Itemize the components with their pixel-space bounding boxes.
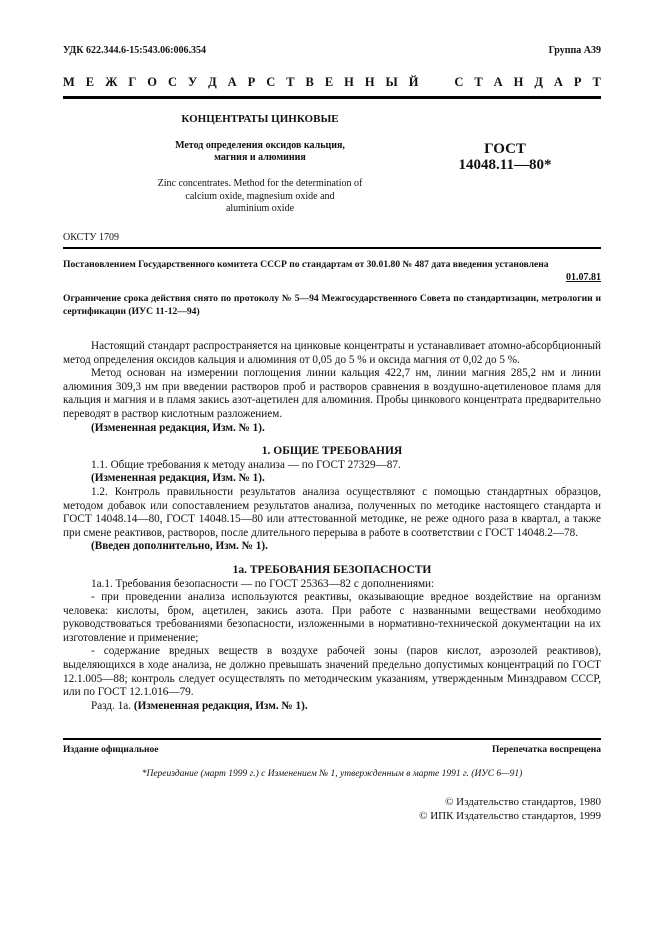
reissue-note: *Переиздание (март 1999 г.) с Изменением № 1, утвержденным в марте 1991 г. (ИУС 6—91) (141, 769, 523, 779)
banner-letter: Д (534, 75, 543, 89)
banner-letter: А (227, 75, 237, 89)
subtitle-line: Метод определения оксидов кальция, (175, 140, 345, 151)
banner-letter: Т (592, 75, 601, 89)
subtitle-line: магния и алюминия (214, 152, 306, 163)
gost-designation (440, 141, 570, 173)
decree-text: Постановлением Государственного комитета СССР по стандартам от 30.01.80 № 487 дата введения установлена (63, 259, 549, 270)
decree-date: 01.07.81 (566, 272, 601, 283)
banner-letter: С (167, 75, 178, 89)
banner-letter: Н (364, 75, 375, 89)
banner-letter: В (305, 75, 314, 89)
banner-letter: Е (85, 75, 95, 89)
banner-letter: А (553, 75, 563, 89)
banner-letter: Й (408, 75, 419, 89)
banner-letter: Г (128, 75, 137, 89)
banner-letter: Н (513, 75, 524, 89)
group-code: Группа А39 (548, 45, 601, 56)
english-title-line: Zinc concentrates. Method for the determination of (157, 178, 363, 189)
banner-letter: Д (208, 75, 217, 89)
clause-1a-1: 1а.1. Требования безопасности — по ГОСТ 25363—82 с дополнениями: (91, 577, 435, 590)
limitation-text: Ограничение срока действия снято по протоколу № 5—94 Межгосударственного Совета по стандартизации, метрологии и сертификации (ИУС 11-12—94) (63, 293, 601, 317)
razd-amendment: (Измененная редакция, Изм. № 1). (133, 699, 308, 712)
section-1a-heading: 1а. ТРЕБОВАНИЯ БЕЗОПАСНОСТИ (232, 563, 432, 576)
gost-number: 14048.11—80* (458, 157, 552, 173)
english-title (130, 178, 390, 216)
header-row (63, 45, 601, 56)
document-subtitle (130, 140, 390, 164)
clause-1-2-amendment: (Введен дополнительно, Изм. № 1). (91, 540, 268, 553)
banner-letter: А (493, 75, 503, 89)
english-title-line: aluminium oxide (225, 203, 295, 214)
banner-letter: М (63, 75, 75, 89)
intro-section (63, 340, 601, 713)
intro-paragraph-1: Настоящий стандарт распространяется на цинковые концентраты и устанавливает атомно-абсорбционный метод определения оксидов кальция и алюминия от 0,05 до 5 % и оксида магния от 0,02 до 5 %. (63, 340, 601, 366)
interstate-standard-banner (63, 75, 601, 90)
banner-letter: О (147, 75, 158, 89)
reprint-prohibited: Перепечатка воспрещена (491, 745, 601, 755)
banner-letter: Ж (105, 75, 118, 89)
banner-letter: Н (344, 75, 354, 89)
banner-letter: У (187, 75, 198, 89)
copyright-line: © ИПК Издательство стандартов, 1999 (419, 810, 601, 822)
banner-letter: С (454, 75, 464, 89)
copyright-block (300, 795, 601, 823)
intro-amendment: (Измененная редакция, Изм. № 1). (91, 421, 265, 434)
banner-letter: Ы (385, 75, 398, 89)
razd-label: Разд. 1а. (91, 699, 132, 712)
section-1-heading: 1. ОБЩИЕ ТРЕБОВАНИЯ (261, 445, 403, 458)
banner-letter: Т (286, 75, 295, 89)
clause-1a-1-bullet-1: - при проведении анализа используются реактивы, оказывающие вредное воздействие на организм человека: кислоты, бром, ацетилен, закись азота. При работе с названными веществами необходимо руководствоваться требованиями безопасности, изложенными в нормативно-технической документации на их изготовление и применение; (63, 591, 601, 644)
banner-letter: Т (474, 75, 483, 89)
header-rule (63, 96, 601, 99)
section-1a-amendment (63, 700, 601, 714)
copyright-line: © Издательство стандартов, 1980 (445, 796, 601, 808)
english-title-line: calcium oxide, magnesium oxide and (185, 190, 335, 202)
okstu-rule (63, 247, 601, 249)
clause-1-1-amendment: (Измененная редакция, Изм. № 1). (91, 472, 265, 485)
document-title: КОНЦЕНТРАТЫ ЦИНКОВЫЕ (181, 113, 339, 125)
udk-code: УДК 622.344.6-15:543.06:006.354 (63, 45, 206, 56)
banner-letter: Р (247, 75, 256, 89)
clause-1-1: 1.1. Общие требования к методу анализа — по ГОСТ 27329—87. (91, 458, 401, 471)
clause-1a-1-bullet-2: - содержание вредных веществ в воздухе рабочей зоны (паров кислот, аэрозолей реактивов), выделяющихся в ходе анализа, не должно превышать значений предельно допустимых концентраций по ГОСТ 12.1.005—88; контроль следует осуществлять по методическим указаниям, утвержденным Минздравом СССР, или по ГОСТ 12.1.016—79. (63, 645, 601, 699)
footer-rule (63, 738, 601, 740)
banner-letter: Р (573, 75, 582, 89)
intro-paragraph-2: Метод основан на измерении поглощения линии кальция 422,7 нм, линии магния 285,2 нм и линии алюминия 309,3 нм при введении растворов проб и растворов сравнения в воздушно-ацетиленовое пламя для кальция и магния и в пламя закись азот-ацетилен для алюминия. Пробы цинкового концентрата предварительно переводят в раствор кислотным разложением. (63, 367, 601, 420)
banner-gap (429, 75, 443, 90)
banner-letter: Е (324, 75, 334, 89)
clause-1-2: 1.2. Контроль правильности результатов анализа осуществляют с помощью стандартных образцов, методом добавок или сопоставлением результатов анализа, полученных по методике настоящего стандарта и ГОСТ 14048.14—80, ГОСТ 14048.15—80 или аттестованной методике, не реже одного раза в квартал, а также при смене реактивов, растворов, после длительного перерыва в работе в соответствии с ГОСТ 14048.2—78. (63, 485, 601, 539)
okstu-code: ОКСТУ 1709 (63, 232, 120, 243)
footer-row (63, 745, 601, 755)
official-edition: Издание официальное (63, 745, 159, 755)
gost-label: ГОСТ (484, 141, 526, 157)
banner-letter: С (266, 75, 276, 89)
